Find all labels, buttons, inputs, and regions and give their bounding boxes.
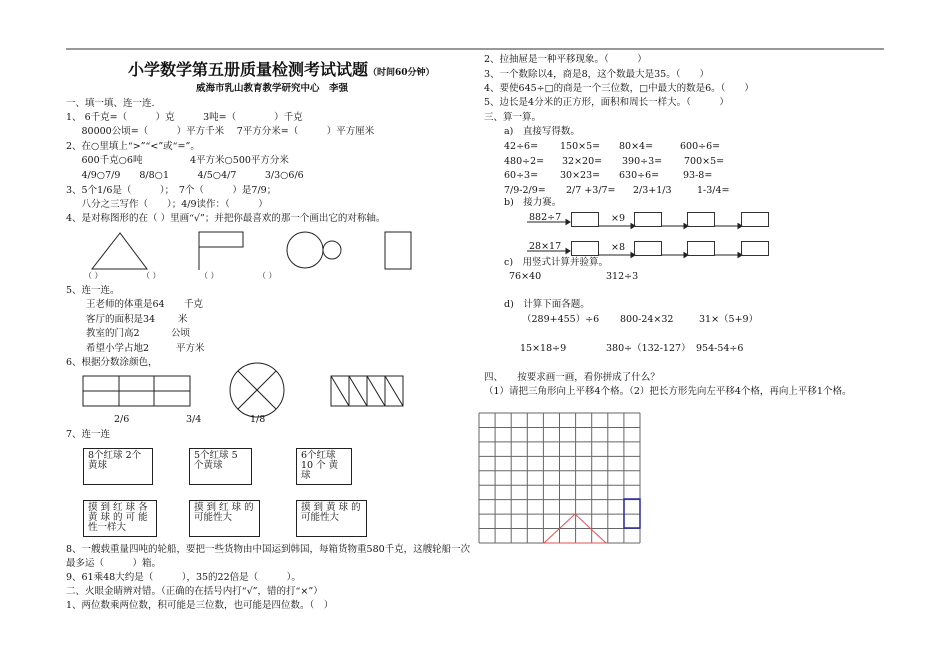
ball-box-1[interactable]: 8个红球 2个黄球 — [83, 448, 153, 485]
relay-answer-box[interactable] — [571, 212, 599, 227]
calc-c-item-2: 312÷3 — [606, 271, 639, 282]
q5-left-1: 王老师的体重是64 — [86, 299, 165, 310]
q6-heading: 6、根据分数涂颜色， — [66, 357, 158, 368]
calc-a-item: 80×4= — [619, 141, 654, 152]
calc-d-label: d) 计算下面各题。 — [504, 299, 590, 310]
calc-a-item: 150×5= — [560, 141, 601, 152]
two-circles-shape — [287, 232, 341, 268]
calc-d-1: （289+455）÷6 — [522, 314, 600, 325]
calc-a-item: 60÷3= — [504, 170, 539, 182]
relay-answer-box[interactable] — [634, 241, 662, 256]
q5-left-2: 客厅的面积是34 — [86, 314, 156, 325]
calc-a-item: 93-8= — [683, 170, 713, 182]
calc-b-label: b) 接力赛。 — [504, 197, 562, 208]
outcome-box-1[interactable]: 摸 到 红 球 各 黄 球 的 可 能 性一样大 — [83, 500, 157, 537]
arrow-head-icon — [566, 249, 570, 254]
grid-rectangle-2-6 — [83, 376, 190, 406]
calc-d-4: 15×18÷9 — [520, 343, 567, 354]
calc-a-label: a) 直接写得数。 — [504, 126, 580, 137]
outcome-box-3[interactable]: 摸 到 黄 球 的 可能性大 — [296, 500, 367, 537]
tf-item-3: 3、一个数除以4，商是8，这个数最大是35。（ ） — [484, 69, 709, 80]
author-line: 威海市乳山教育教学研究中心 李强 — [196, 83, 349, 94]
q8-line2: 最多运（ ）箱。 — [66, 558, 162, 569]
title-text: 小学数学第五册质量检测考试试题 — [128, 60, 369, 79]
q5-heading: 5、连一连。 — [66, 285, 120, 296]
calc-d-3: 31×（5+9） — [699, 314, 759, 325]
relay-answer-box[interactable] — [634, 212, 662, 227]
grid-rectangle — [624, 499, 640, 528]
q6-label-2: 3/4 — [186, 414, 202, 425]
q4-blank-1: （ ） — [84, 271, 103, 280]
q6-label-1: 2/6 — [114, 414, 130, 425]
flag-shape — [199, 232, 243, 270]
q4-blank-3: （ ） — [200, 271, 219, 280]
q5-left-4: 希望小学占地2 — [86, 343, 150, 354]
q4-blank-4: （ ） — [258, 271, 277, 280]
q5-right-3: 公顷 — [171, 328, 191, 339]
calc-a-item: 1-3/4= — [697, 184, 730, 196]
outcome-box-2[interactable]: 摸 到 红 球 的 可能性大 — [189, 500, 260, 537]
ball-box-2[interactable]: 5个红球 5个黄球 — [189, 448, 252, 485]
q5-right-1: 千克 — [184, 299, 204, 310]
tf-item-2: 2、拉抽屉是一种平移现象。（ ） — [484, 54, 647, 65]
calc-d-5: 380÷（132-127） — [606, 343, 691, 354]
q1-line2: 80000公顷=（ ）平方千米 7平方分米=（ ）平方厘米 — [72, 126, 375, 137]
calc-a-item: 700×5= — [684, 155, 725, 167]
relay-answer-box[interactable] — [687, 212, 715, 227]
relay-answer-box[interactable] — [741, 241, 769, 256]
section-4-heading: 四、 按要求画一画，看你拼成了什么？ — [484, 372, 660, 383]
q5-right-4: 平方米 — [176, 343, 205, 354]
q8-line1: 8、一艘载重量四吨的轮船，要把一些货物由中国运到韩国，每箱货物重580千克，这艘轮船一次 — [66, 544, 471, 555]
calc-a-item: 2/7 +3/7= — [566, 184, 616, 196]
calc-a-item: 600÷6= — [680, 141, 721, 152]
q7-heading: 7、连一连 — [66, 429, 111, 440]
q2-line1: 600千克○6吨 4平方米○500平方分米 — [72, 155, 289, 166]
rectangle-shape — [385, 232, 411, 269]
q4-blank-2: （ ） — [142, 271, 161, 280]
chain-2-op: ×8 — [611, 242, 626, 253]
section-4-instructions: （1）请把三角形向上平移4个格。（2）把长方形先向左平移4个格，再向上平移1个格。 — [484, 386, 852, 397]
tf-item-5: 5、边长是4分米的正方形，面积和周长一样大。（ ） — [484, 97, 729, 108]
calc-d-2: 800-24×32 — [620, 314, 674, 325]
calc-a-item: 7/9-2/9= — [504, 184, 546, 196]
q9-text: 9、61乘48大约是（ ），35的22倍是（ ）。 — [66, 572, 301, 583]
time-note: （时间60分钟） — [368, 68, 435, 78]
chain-1-op: ×9 — [611, 213, 626, 224]
q2-heading: 2、在○里填上“>”“<”或“=”。 — [66, 141, 200, 152]
q2-line2: 4/9○7/9 8/8○1 4/5○4/7 3/3○6/6 — [72, 170, 304, 181]
section-3-heading: 三、算一算。 — [484, 112, 542, 123]
section-2-heading: 二、火眼金睛辨对错。（正确的在括号内打“√”，错的打“×”） — [66, 586, 323, 597]
calc-a-item: 30×23= — [560, 170, 601, 182]
drawing-grid — [479, 413, 640, 543]
calc-d-6: 954-54÷6 — [696, 343, 744, 354]
relay-answer-box[interactable] — [687, 241, 715, 256]
q3-line2: 八分之三写作（ ）；4/9读作：（ ） — [72, 199, 268, 210]
calc-a-item: 390÷3= — [622, 155, 663, 167]
q5-left-3: 教室的门高2 — [86, 328, 140, 339]
q4-text: 4、是对称图形的在（ ）里画“√”；并把你最喜欢的那一个画出它的对称轴。 — [66, 213, 386, 224]
page-title — [128, 60, 435, 83]
section-1-heading: 一、填一填、连一连. — [66, 98, 155, 109]
calc-a-item: 42÷6= — [504, 141, 539, 152]
chain-1-start: 882÷7 — [529, 212, 562, 223]
circle-quarters — [230, 363, 284, 417]
calc-a-item: 480÷2= — [504, 155, 545, 167]
tf-item-1: 1、两位数乘两位数，积可能是三位数，也可能是四位数。（ ） — [66, 600, 334, 611]
calc-a-item: 32×20= — [562, 155, 603, 167]
q1-line1: 1、 6千克=（ ）克 3吨=（ ）千克 — [66, 112, 303, 123]
relay-answer-box[interactable] — [571, 241, 599, 256]
q3-line1: 3、5个1/6是（ ）； 7个（ ）是7/9； — [66, 185, 277, 196]
arrow-head-icon — [566, 220, 570, 225]
relay-answer-box[interactable] — [741, 212, 769, 227]
chain-2-start: 28×17 — [529, 241, 562, 252]
calc-a-item: 2/3+1/3 — [633, 184, 672, 196]
ball-box-3[interactable]: 6个红球 10 个 黄 球 — [296, 448, 352, 485]
calc-a-item: 630÷6= — [619, 170, 660, 182]
calc-c-item-1: 76×40 — [509, 271, 542, 282]
tf-item-4: 4、要使645÷□的商是一个三位数，□中最大的数是6。（ ） — [484, 83, 754, 94]
rectangle-eighths — [331, 376, 403, 406]
q5-right-2: 米 — [178, 314, 188, 325]
q6-label-3: 1/8 — [250, 414, 266, 425]
triangle-shape — [92, 233, 147, 269]
calc-c-label: c) 用竖式计算并验算。 — [504, 257, 609, 268]
